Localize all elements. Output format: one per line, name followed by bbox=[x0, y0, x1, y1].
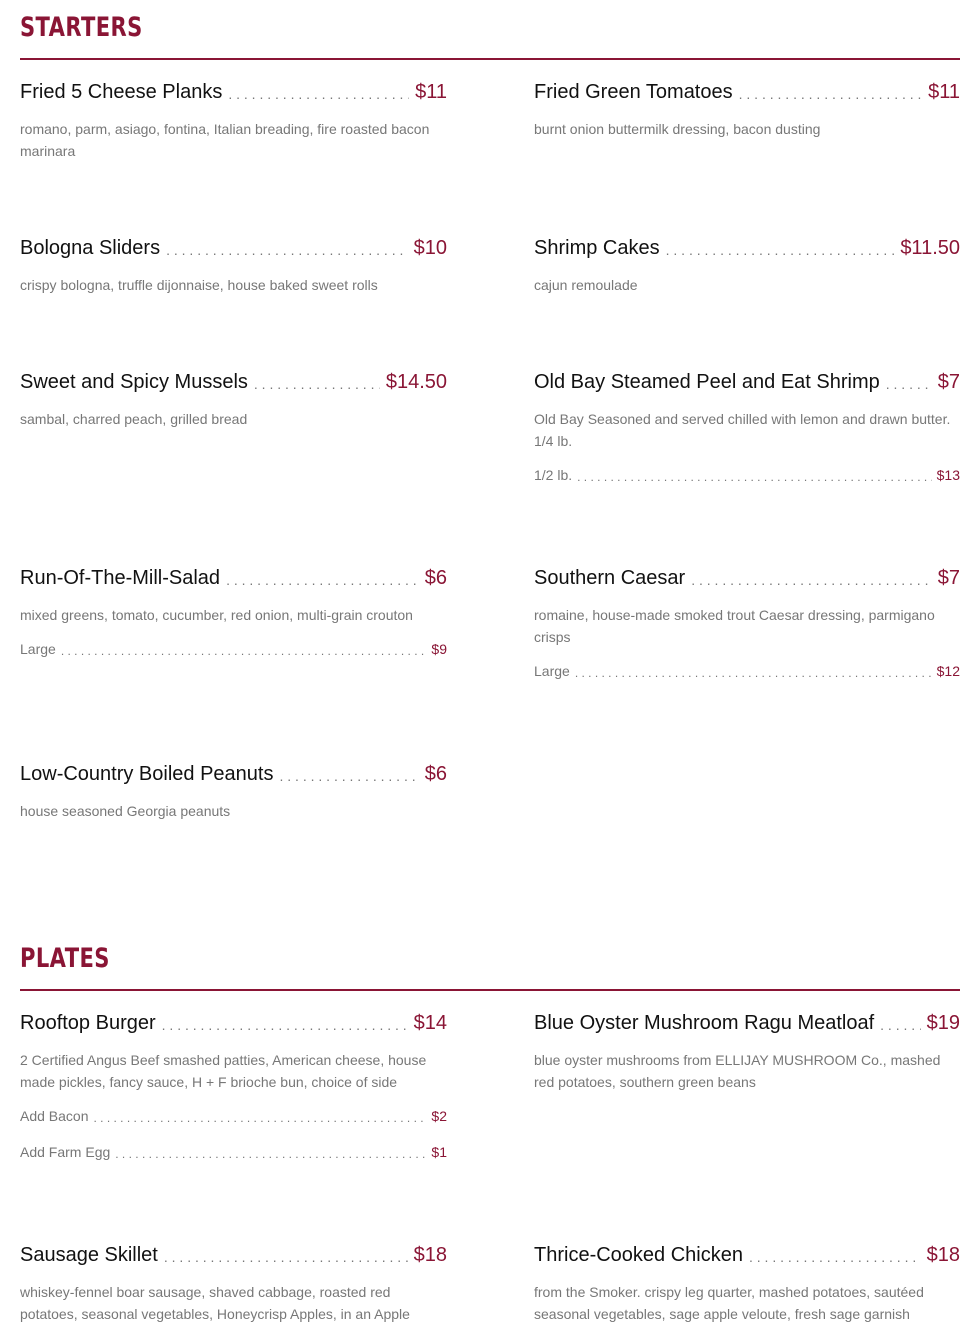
item-price: $7 bbox=[937, 567, 960, 589]
item-price: $18 bbox=[413, 1244, 447, 1266]
item-description: burnt onion buttermilk dressing, bacon dusting bbox=[534, 121, 821, 137]
option-label: Add Bacon bbox=[20, 1108, 89, 1124]
dot-leader bbox=[666, 242, 895, 258]
item-description: house seasoned Georgia peanuts bbox=[20, 803, 231, 819]
item-price: $14 bbox=[413, 1012, 447, 1034]
item-description: sambal, charred peach, grilled bread bbox=[20, 411, 248, 427]
item-description: mixed greens, tomato, cucumber, red onion, multi-grain crouton bbox=[20, 607, 413, 623]
dot-leader bbox=[164, 1249, 408, 1265]
option-price: $9 bbox=[431, 641, 447, 657]
item-price: $18 bbox=[926, 1244, 960, 1266]
menu-item bbox=[534, 1244, 960, 1325]
menu-item bbox=[20, 1244, 447, 1325]
item-option bbox=[20, 1108, 447, 1128]
menu-item bbox=[20, 371, 447, 430]
option-price: $1 bbox=[431, 1144, 447, 1160]
menu-item bbox=[534, 81, 960, 140]
item-name: Shrimp Cakes bbox=[534, 237, 660, 259]
dot-leader bbox=[749, 1249, 921, 1265]
item-description: whiskey-fennel boar sausage, shaved cabbage, roasted red potatoes, seasonal vegetables, Honeycrisp Apples, in an Apple bbox=[20, 1284, 410, 1322]
item-name: Sausage Skillet bbox=[20, 1244, 158, 1266]
option-label: Add Farm Egg bbox=[20, 1144, 111, 1160]
menu-item bbox=[534, 237, 960, 296]
dot-leader bbox=[115, 1147, 426, 1161]
option-price: $2 bbox=[431, 1108, 447, 1124]
section-title-plates: PLATES bbox=[20, 943, 110, 974]
item-description: cajun remoulade bbox=[534, 277, 638, 293]
option-price: $12 bbox=[936, 663, 960, 679]
item-description: 2 Certified Angus Beef smashed patties, American cheese, house made pickles, fancy sauce, H + F brioche bun, choice of side bbox=[20, 1052, 427, 1090]
item-name: Fried Green Tomatoes bbox=[534, 81, 733, 103]
dot-leader bbox=[739, 86, 922, 102]
item-option bbox=[534, 663, 960, 683]
item-name: Sweet and Spicy Mussels bbox=[20, 371, 248, 393]
item-description: from the Smoker. crispy leg quarter, mashed potatoes, sautéed seasonal vegetables, sage apple veloute, fresh sage garnish bbox=[534, 1284, 924, 1322]
menu-item bbox=[20, 81, 447, 162]
dot-leader bbox=[94, 1111, 427, 1125]
option-label: 1/2 lb. bbox=[534, 467, 573, 483]
dot-leader bbox=[228, 86, 409, 102]
item-name: Thrice-Cooked Chicken bbox=[534, 1244, 743, 1266]
dot-leader bbox=[166, 242, 408, 258]
item-option bbox=[20, 1144, 447, 1164]
item-price: $14.50 bbox=[385, 371, 447, 393]
menu-item bbox=[20, 567, 447, 661]
item-price: $6 bbox=[424, 567, 447, 589]
item-name: Southern Caesar bbox=[534, 567, 686, 589]
menu-item bbox=[534, 567, 960, 683]
item-option bbox=[534, 467, 960, 487]
item-name: Low-Country Boiled Peanuts bbox=[20, 763, 274, 785]
dot-leader bbox=[254, 376, 380, 392]
section-divider bbox=[20, 58, 960, 60]
dot-leader bbox=[880, 1017, 920, 1033]
dot-leader bbox=[886, 376, 932, 392]
item-description: blue oyster mushrooms from ELLIJAY MUSHROOM Co., mashed red potatoes, southern green beans bbox=[534, 1052, 941, 1090]
dot-leader bbox=[577, 470, 932, 484]
dot-leader bbox=[279, 768, 418, 784]
option-price: $13 bbox=[936, 467, 960, 483]
dot-leader bbox=[575, 666, 932, 680]
menu-item bbox=[20, 763, 447, 822]
item-option bbox=[20, 641, 447, 661]
dot-leader bbox=[61, 644, 427, 658]
menu-item bbox=[534, 371, 960, 487]
item-price: $11 bbox=[415, 81, 447, 103]
section-divider bbox=[20, 989, 960, 991]
dot-leader bbox=[691, 572, 932, 588]
item-name: Rooftop Burger bbox=[20, 1012, 156, 1034]
section-title-starters: STARTERS bbox=[20, 12, 143, 43]
item-name: Blue Oyster Mushroom Ragu Meatloaf bbox=[534, 1012, 875, 1034]
menu-item bbox=[20, 237, 447, 296]
menu-item bbox=[534, 1012, 960, 1093]
item-name: Run-Of-The-Mill-Salad bbox=[20, 567, 221, 589]
dot-leader bbox=[226, 572, 419, 588]
item-price: $11 bbox=[928, 81, 960, 103]
item-name: Old Bay Steamed Peel and Eat Shrimp bbox=[534, 371, 880, 393]
item-description: crispy bologna, truffle dijonnaise, house baked sweet rolls bbox=[20, 277, 378, 293]
item-name: Fried 5 Cheese Planks bbox=[20, 81, 223, 103]
item-price: $7 bbox=[937, 371, 960, 393]
item-price: $10 bbox=[413, 237, 447, 259]
option-label: Large bbox=[534, 663, 570, 679]
item-name: Bologna Sliders bbox=[20, 237, 161, 259]
item-price: $6 bbox=[424, 763, 447, 785]
option-label: Large bbox=[20, 641, 56, 657]
item-price: $11.50 bbox=[900, 237, 960, 259]
menu-item bbox=[20, 1012, 447, 1164]
item-price: $19 bbox=[926, 1012, 960, 1034]
item-description: romano, parm, asiago, fontina, Italian breading, fire roasted bacon marinara bbox=[20, 121, 430, 159]
item-description: Old Bay Seasoned and served chilled with lemon and drawn butter. 1/4 lb. bbox=[534, 411, 951, 449]
item-description: romaine, house-made smoked trout Caesar dressing, parmigano crisps bbox=[534, 607, 935, 645]
dot-leader bbox=[162, 1017, 408, 1033]
